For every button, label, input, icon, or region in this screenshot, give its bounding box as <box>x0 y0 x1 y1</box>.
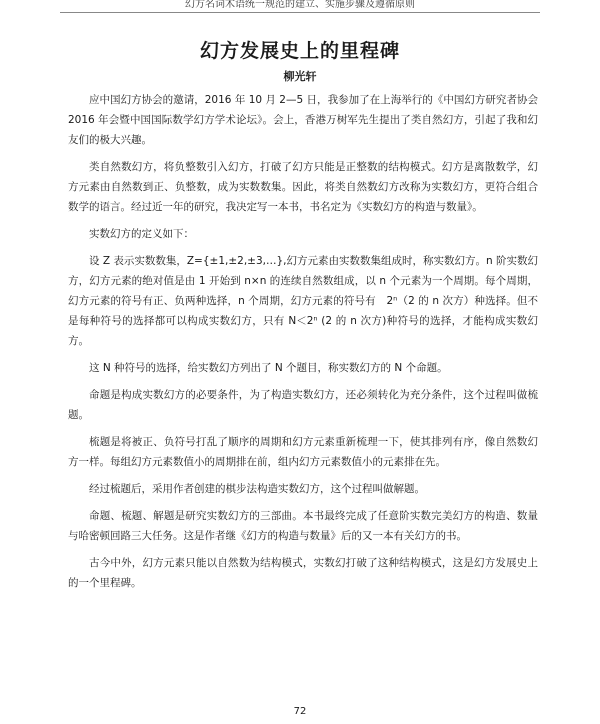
paragraph: 应中国幻方协会的邀请，2016 年 10 月 2—5 日，我参加了在上海举行的《中国幻方研究者协会 2016 年会暨中国国际数学幻方学术论坛》。会上，香港万树军先生提出了类自然幻方，引起了我和幻友们的极大兴趣。 <box>68 94 538 146</box>
header-rule <box>60 12 540 13</box>
paragraph: 类自然数幻方，将负整数引入幻方，打破了幻方只能是正整数的结构模式。幻方是离散数学，幻方元素由自然数到正、负整数，成为实数数集。因此，将类自然数幻方改称为实数幻方，更符合组合数学的语言。经过近一年的研究，我决定写一本书，书名定为《实数幻方的构造与数量》。 <box>68 161 538 213</box>
paragraph: 经过梳题后，采用作者创建的棋步法构造实数幻方，这个过程叫做解题。 <box>89 483 425 495</box>
paragraph: 古今中外，幻方元素只能以自然数为结构模式，实数幻打破了这种结构模式，这是幻方发展史上的一个里程碑。 <box>68 557 538 589</box>
paragraph: 命题、梳题、解题是研究实数幻方的三部曲。本书最终完成了任意阶实数完美幻方的构造、数量与哈密顿回路三大任务。这是作者继《幻方的构造与数量》后的又一本有关幻方的书。 <box>68 510 538 542</box>
article-body <box>68 90 538 600</box>
article-title: 幻方发展史上的里程碑 <box>199 40 400 62</box>
paragraph: 梳题是将被正、负符号打乱了顺序的周期和幻方元素重新梳理一下，使其排列有序，像自然数幻方一样。每组幻方元素数值小的周期排在前，组内幻方元素数值小的元素排在先。 <box>68 436 538 468</box>
page-number: 72 <box>293 706 307 717</box>
paragraph: 命题是构成实数幻方的必要条件，为了构造实数幻方，还必须转化为充分条件，这个过程叫做梳题。 <box>68 389 538 421</box>
paragraph: 设 Z 表示实数数集，Z={±1,±2,±3,…},幻方元素由实数数集组成时，称实数幻方。n 阶实数幻方，幻方元素的绝对值是由 1 开始到 n×n 的连续自然数组成，以 n 个元素为一个周期。每个周期，幻方元素的符号有正、负两种选择，n 个周期，幻方元素的符号有 2ⁿ（2 的 n 次方）种选择。但不是每种符号的选择都可以构成实数幻方，只有 N＜2ⁿ (2 的 n 次方)种符号的选择，才能构成实数幻方。 <box>68 255 538 347</box>
paragraph: 这 N 种符号的选择，给实数幻方列出了 N 个题目，称实数幻方的 N 个命题。 <box>89 362 448 374</box>
running-header: 幻方名词术语统一规范的建立、实施步骤及遵循原则 <box>185 0 415 10</box>
article-author: 柳光轩 <box>283 70 317 83</box>
paragraph: 实数幻方的定义如下： <box>89 228 194 240</box>
